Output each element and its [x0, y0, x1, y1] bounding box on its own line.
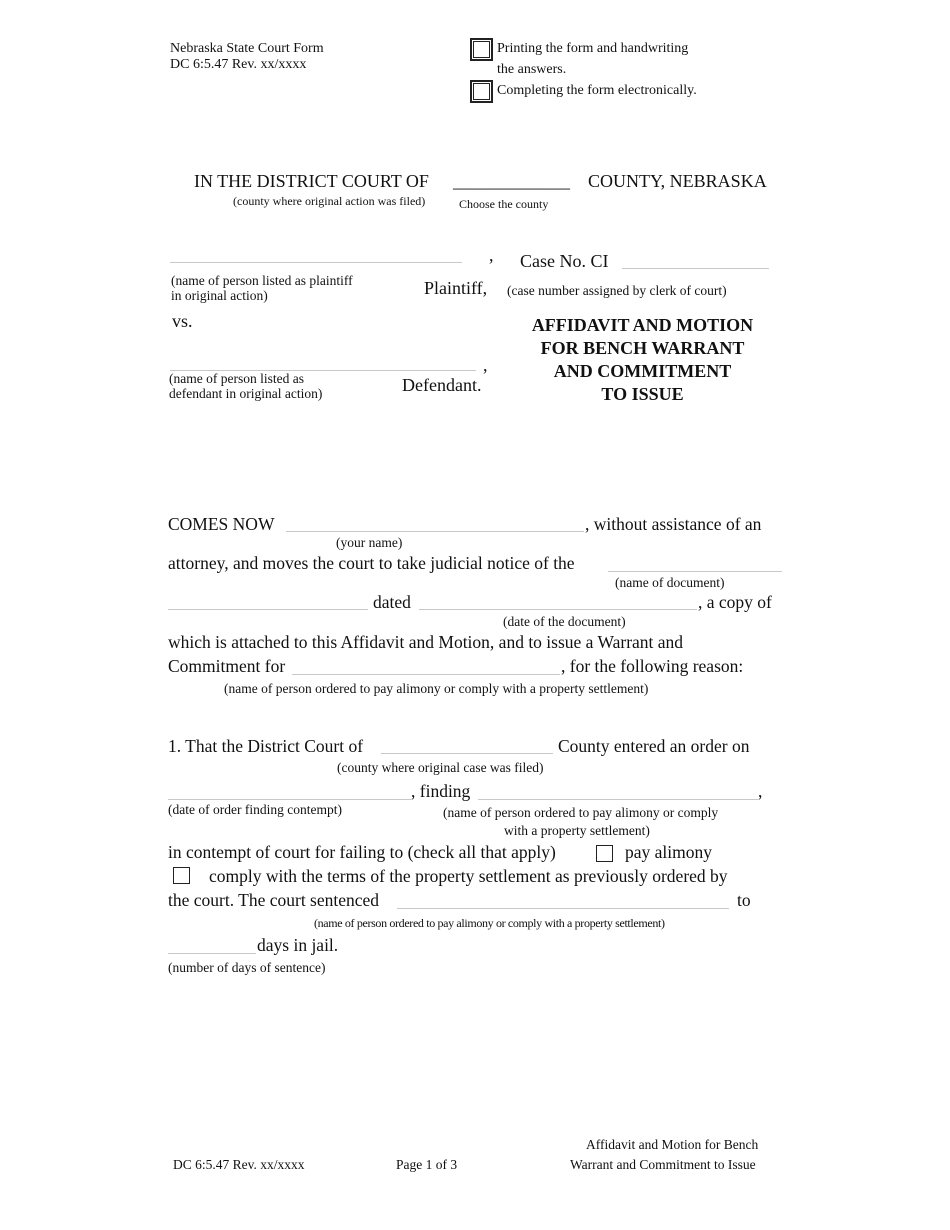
contempt-person-note-cont: with a property settlement): [504, 823, 650, 838]
footer-form-number: DC 6:5.47 Rev. xx/xxxx: [173, 1157, 305, 1172]
comes-now-label: COMES NOW: [168, 514, 275, 534]
plaintiff-note-line1: (name of person listed as plaintiff: [171, 273, 353, 288]
defendant-note-line2: defendant in original action): [169, 386, 323, 401]
item1-district-text: 1. That the District Court of: [168, 736, 364, 756]
document-title: [495, 314, 790, 406]
case-number-label: Case No. CI: [520, 251, 609, 271]
order-date-field[interactable]: [168, 799, 411, 800]
footer-page-number: Page 1 of 3: [396, 1157, 458, 1172]
plaintiff-note-line2: in original action): [171, 288, 268, 303]
case-number-note: (case number assigned by clerk of court): [507, 283, 727, 298]
plaintiff-label: Plaintiff,: [424, 278, 488, 298]
following-reason-text: , for the following reason:: [561, 656, 744, 676]
your-name-note: (your name): [336, 535, 403, 550]
title-line-4: TO ISSUE: [601, 384, 684, 404]
contempt-text: in contempt of court for failing to (check all that apply): [168, 842, 556, 862]
pay-alimony-label: pay alimony: [625, 842, 712, 862]
title-line-3: AND COMMITMENT: [553, 361, 732, 381]
document-date-field[interactable]: [419, 609, 697, 610]
county-select[interactable]: _____________: [453, 171, 570, 191]
to-text: to: [737, 890, 751, 910]
county-note: (county where original action was filed): [233, 194, 426, 208]
document-name-field[interactable]: [608, 571, 782, 572]
finding-comma: ,: [758, 781, 763, 801]
print-option-checkbox[interactable]: [470, 38, 493, 61]
item1-county-note: (county where original case was filed): [337, 760, 544, 775]
plaintiff-name-field[interactable]: [170, 262, 462, 263]
defendant-note: [169, 371, 322, 401]
court-suffix: COUNTY, NEBRASKA: [588, 171, 767, 191]
document-date-note: (date of the document): [503, 614, 626, 629]
order-date-note: (date of order finding contempt): [168, 802, 342, 817]
sentenced-person-note: (name of person ordered to pay alimony or comply with a property settlement): [314, 916, 665, 930]
footer-title-line1: Affidavit and Motion for Bench: [586, 1137, 759, 1152]
vs-label: vs.: [172, 311, 193, 331]
document-name-note: (name of document): [615, 575, 725, 590]
footer-title-line2: Warrant and Commitment to Issue: [570, 1157, 756, 1172]
form-number: DC 6:5.47 Rev. xx/xxxx: [170, 57, 307, 72]
electronic-option-label: Completing the form electronically.: [497, 83, 697, 98]
print-option-label-cont: the answers.: [497, 62, 567, 77]
commitment-for-label: Commitment for: [168, 656, 286, 676]
dated-label: dated: [373, 592, 411, 612]
sentenced-person-field[interactable]: [397, 908, 729, 909]
attached-text: which is attached to this Affidavit and Motion, and to issue a Warrant and: [168, 632, 684, 652]
attorney-text: attorney, and moves the court to take judicial notice of the: [168, 553, 575, 573]
finding-text: , finding: [411, 781, 471, 801]
contempt-person-note: (name of person ordered to pay alimony or comply: [443, 805, 719, 820]
case-number-field[interactable]: [622, 268, 769, 269]
county-dropdown-hint: Choose the county: [459, 197, 549, 211]
court-prefix: IN THE DISTRICT COURT OF: [194, 171, 429, 191]
your-name-field[interactable]: [286, 531, 584, 532]
title-line-2: FOR BENCH WARRANT: [540, 338, 745, 358]
court-sentenced-text: the court. The court sentenced: [168, 890, 380, 910]
without-assistance-text: , without assistance of an: [585, 514, 762, 534]
copy-of-text: , a copy of: [698, 592, 772, 612]
plaintiff-comma: ,: [489, 245, 494, 265]
electronic-option-checkbox[interactable]: [470, 80, 493, 103]
defendant-comma: ,: [483, 355, 488, 375]
print-option-label: Printing the form and handwriting: [497, 41, 689, 56]
property-settlement-label: comply with the terms of the property settlement as previously ordered by: [209, 866, 728, 886]
title-line-1: AFFIDAVIT AND MOTION: [531, 315, 754, 335]
document-name-field-cont[interactable]: [168, 609, 368, 610]
defendant-label: Defendant.: [402, 375, 482, 395]
pay-alimony-checkbox[interactable]: [596, 845, 613, 862]
jail-days-note: (number of days of sentence): [168, 960, 326, 975]
plaintiff-note: [171, 273, 353, 303]
commitment-person-field[interactable]: [292, 674, 560, 675]
days-in-jail-text: days in jail.: [257, 935, 339, 955]
defendant-note-line1: (name of person listed as: [169, 371, 304, 386]
jail-days-field[interactable]: [168, 953, 256, 954]
property-settlement-checkbox[interactable]: [173, 867, 190, 884]
commitment-person-note: (name of person ordered to pay alimony or comply with a property settlement): [224, 681, 649, 696]
form-name: Nebraska State Court Form: [170, 41, 324, 56]
item1-county-entered-text: County entered an order on: [558, 736, 750, 756]
item1-county-field[interactable]: [381, 753, 553, 754]
contempt-person-field[interactable]: [478, 799, 758, 800]
